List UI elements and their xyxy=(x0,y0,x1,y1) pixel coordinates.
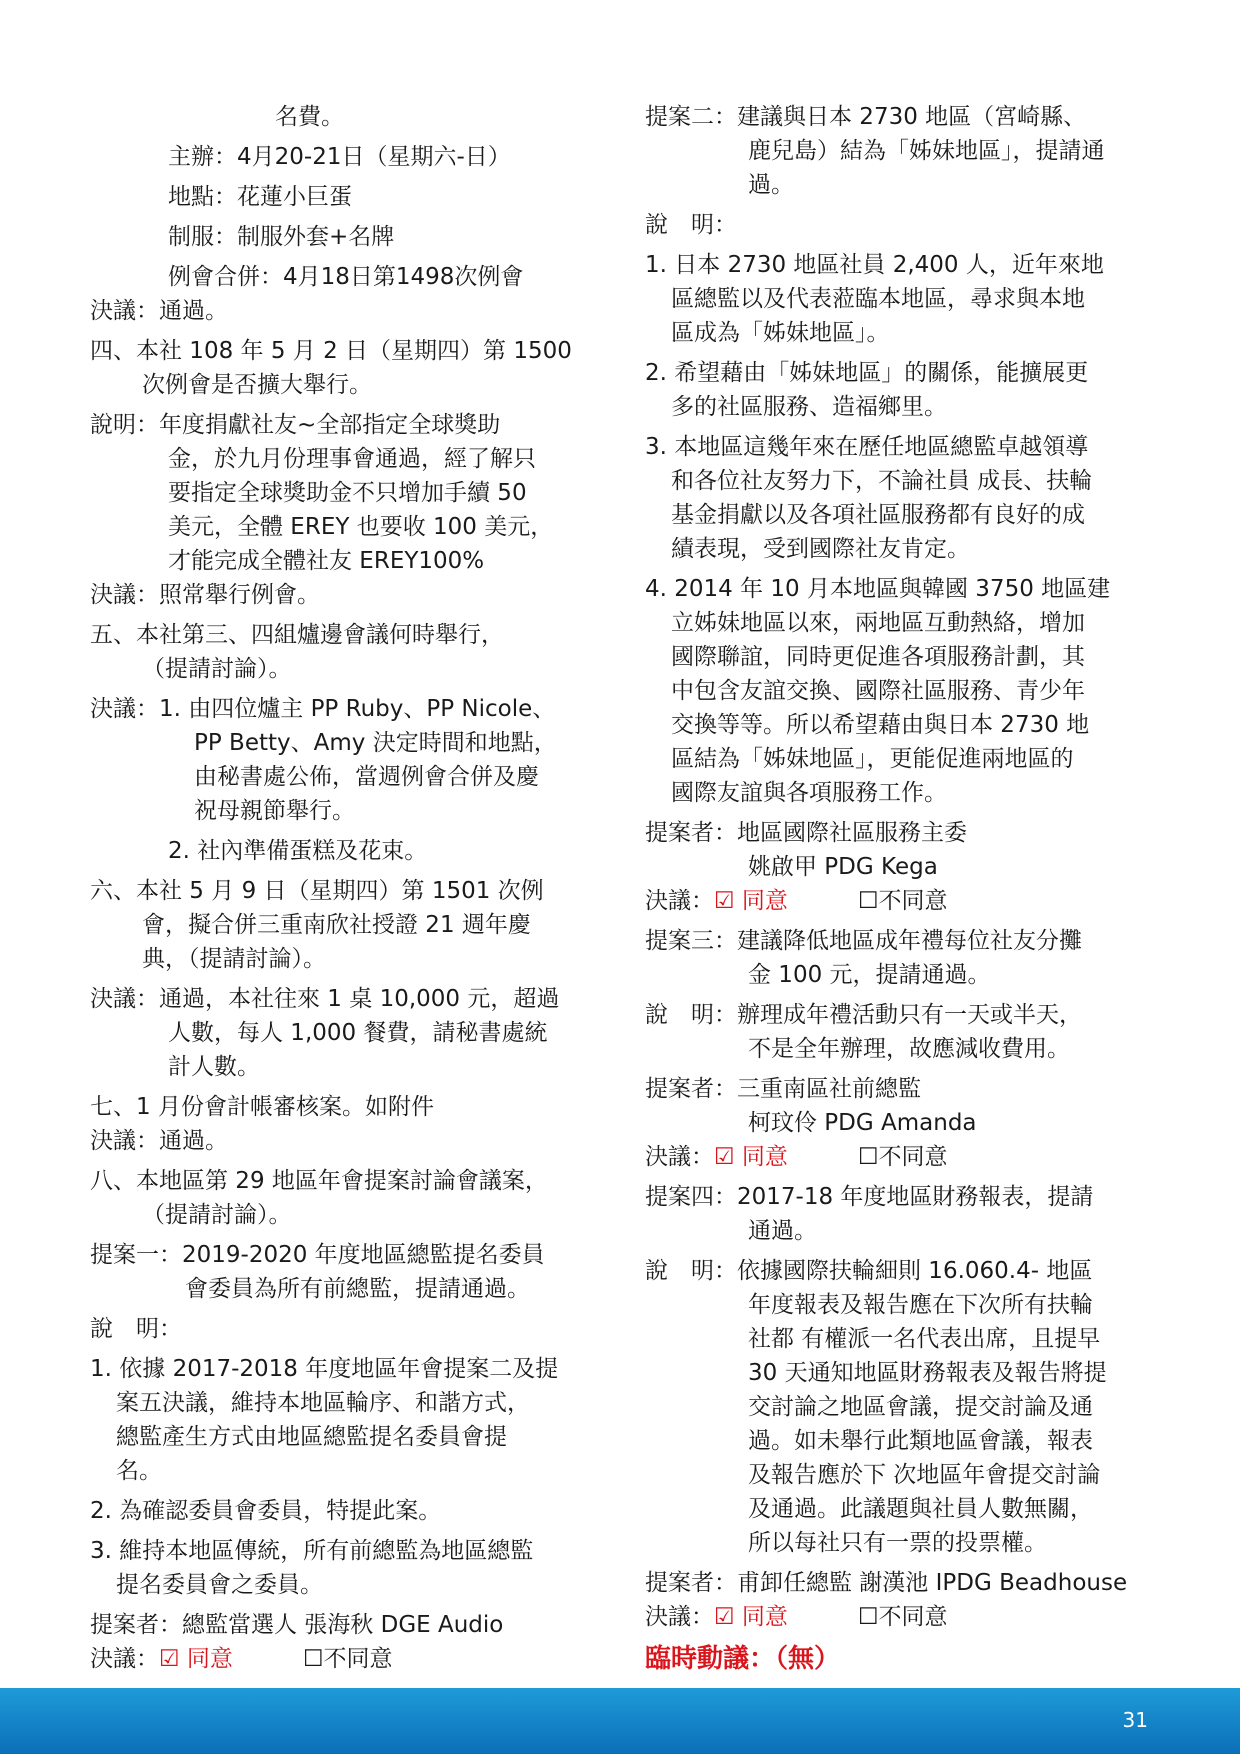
text-line: 4. 2014 年 10 月本地區與韓國 3750 地區建 xyxy=(645,576,1111,602)
text-line: 提案者：甫卸任總監 謝漢池 IPDG Beadhouse xyxy=(645,1570,1128,1596)
text-line: 例會合併：4月18日第1498次例會 xyxy=(168,264,524,290)
text-line: 提案三：建議降低地區成年禮每位社友分攤 xyxy=(645,928,1082,954)
text-line: 決議：照常舉行例會。 xyxy=(90,582,320,608)
text-line: 四、本社 108 年 5 月 2 日（星期四）第 1500 xyxy=(90,338,572,364)
text-line: 區結為「姊妹地區」，更能促進兩地區的 xyxy=(671,746,1074,772)
vote-label: 決議： xyxy=(645,1604,714,1630)
text-line: 及報告應於下 次地區年會提交討論 xyxy=(748,1462,1101,1488)
text-line: 名。 xyxy=(116,1458,162,1484)
vote-label: 決議： xyxy=(645,1144,714,1170)
vote-line xyxy=(645,1600,1155,1634)
vote-line xyxy=(645,884,1155,918)
text-line: （提請討論）。 xyxy=(142,1202,292,1228)
text-line: 國際聯誼，同時更促進各項服務計劃，其 xyxy=(671,644,1085,670)
vote-disagree-unchecked: ☐不同意 xyxy=(857,1144,948,1170)
text-line: 典，（提請討論）。 xyxy=(142,946,326,972)
text-line: 2. 為確認委員會委員，特提此案。 xyxy=(90,1498,442,1524)
text-line: 社都 有權派一名代表出席，且提早 xyxy=(748,1326,1101,1352)
vote-disagree-unchecked: ☐不同意 xyxy=(857,888,948,914)
text-line: 要指定全球獎助金不只增加手續 50 xyxy=(168,480,527,506)
text-line: 立姊妹地區以來，兩地區互動熱絡，增加 xyxy=(671,610,1085,636)
text-line: 柯玟伶 PDG Amanda xyxy=(748,1110,977,1136)
text-line: （提請討論）。 xyxy=(142,656,292,682)
text-line: 才能完成全體社友 EREY100% xyxy=(168,548,485,574)
text-line: 過。 xyxy=(748,172,794,198)
text-line: 提案者：三重南區社前總監 xyxy=(645,1076,921,1102)
text-line: 3. 本地區這幾年來在歷任地區總監卓越領導 xyxy=(645,434,1089,460)
text-line: 區總監以及代表蒞臨本地區，尋求與本地 xyxy=(671,286,1085,312)
text-line: 所以每社只有一票的投票權。 xyxy=(748,1530,1047,1556)
text-line: 六、本社 5 月 9 日（星期四）第 1501 次例 xyxy=(90,878,544,904)
text-line: 姚啟甲 PDG Kega xyxy=(748,854,938,880)
text-line: 七、1 月份會計帳審核案。如附件 xyxy=(90,1094,434,1120)
vote-disagree-unchecked: ☐不同意 xyxy=(302,1646,393,1672)
text-line: 年度報表及報告應在下次所有扶輪 xyxy=(748,1292,1093,1318)
vote-label: 決議： xyxy=(645,888,714,914)
text-line: 國際友誼與各項服務工作。 xyxy=(671,780,947,806)
text-line: 決議：通過。 xyxy=(90,1128,228,1154)
text-line: 八、本地區第 29 地區年會提案討論會議案， xyxy=(90,1168,548,1194)
text-line: 美元，全體 EREY 也要收 100 美元， xyxy=(168,514,554,540)
text-line: 決議：1. 由四位爐主 PP Ruby、PP Nicole、 xyxy=(90,696,556,722)
text-line: 制服：制服外套+名牌 xyxy=(168,224,395,250)
text-line: 計人數。 xyxy=(168,1054,260,1080)
text-line: 鹿兒島）結為「姊妹地區」，提請通 xyxy=(748,138,1105,164)
text-line: 提案二：建議與日本 2730 地區（宮崎縣、 xyxy=(645,104,1087,130)
vote-line xyxy=(645,1140,1155,1174)
vote-label: 決議： xyxy=(90,1646,159,1672)
text-line: 區成為「姊妹地區」。 xyxy=(671,320,890,346)
text-line: 主辦：4月20-21日（星期六-日） xyxy=(168,144,511,170)
footer-bar xyxy=(0,1688,1240,1754)
text-line: 1. 日本 2730 地區社員 2,400 人，近年來地 xyxy=(645,252,1104,278)
text-line: 地點：花蓮小巨蛋 xyxy=(168,184,352,210)
vote-disagree-unchecked: ☐不同意 xyxy=(857,1604,948,1630)
text-line: 決議：通過。 xyxy=(90,298,228,324)
page-number: 31 xyxy=(1122,1708,1148,1732)
text-line: 名費。 xyxy=(275,104,344,130)
text-line: 說明：年度捐獻社友~全部指定全球獎助 xyxy=(90,412,501,438)
vote-line xyxy=(90,1642,610,1676)
text-line: 總監產生方式由地區總監提名委員會提 xyxy=(116,1424,507,1450)
text-line: 臨時動議：（無） xyxy=(645,1644,841,1674)
text-line: 說 明：辦理成年禮活動只有一天或半天， xyxy=(645,1002,1082,1028)
text-line: 會委員為所有前總監，提請通過。 xyxy=(185,1276,530,1302)
text-line: 由秘書處公佈，當週例會合併及慶 xyxy=(194,764,539,790)
text-line: 及通過。此議題與社員人數無關， xyxy=(748,1496,1093,1522)
text-line: 提案者：地區國際社區服務主委 xyxy=(645,820,967,846)
text-line: 和各位社友努力下，不論社員 成長、扶輪 xyxy=(671,468,1093,494)
text-line: 金，於九月份理事會通過，經了解只 xyxy=(168,446,536,472)
vote-agree-checked: ☑ 同意 xyxy=(714,888,788,914)
text-line: 次例會是否擴大舉行。 xyxy=(142,372,372,398)
text-line: 30 天通知地區財務報表及報告將提 xyxy=(748,1360,1107,1386)
text-line: 過。如未舉行此類地區會議，報表 xyxy=(748,1428,1093,1454)
left-column xyxy=(90,100,610,1676)
text-line: 金 100 元，提請通過。 xyxy=(748,962,991,988)
text-line: 決議：通過，本社往來 1 桌 10,000 元，超過 xyxy=(90,986,560,1012)
vote-agree-checked: ☑ 同意 xyxy=(159,1646,233,1672)
text-line: 3. 維持本地區傳統，所有前總監為地區總監 xyxy=(90,1538,534,1564)
text-line: 基金捐獻以及各項社區服務都有良好的成 xyxy=(671,502,1085,528)
text-line: 提名委員會之委員。 xyxy=(116,1572,323,1598)
text-line: 說 明：依據國際扶輪細則 16.060.4- 地區 xyxy=(645,1258,1093,1284)
right-column xyxy=(645,100,1155,1676)
text-line: 2. 希望藉由「姊妹地區」的關係，能擴展更 xyxy=(645,360,1089,386)
text-line: 中包含友誼交換、國際社區服務、青少年 xyxy=(671,678,1085,704)
text-line: 人數，每人 1,000 餐費，請秘書處統 xyxy=(168,1020,548,1046)
text-line: 交討論之地區會議，提交討論及通 xyxy=(748,1394,1093,1420)
text-line: 通過。 xyxy=(748,1218,817,1244)
text-line: 多的社區服務、造福鄉里。 xyxy=(671,394,947,420)
text-line: 績表現，受到國際社友肯定。 xyxy=(671,536,970,562)
text-line: 說 明： xyxy=(645,212,737,238)
vote-agree-checked: ☑ 同意 xyxy=(714,1604,788,1630)
text-line: 不是全年辦理，故應減收費用。 xyxy=(748,1036,1070,1062)
text-line: 祝母親節舉行。 xyxy=(194,798,355,824)
text-line: 交換等等。所以希望藉由與日本 2730 地 xyxy=(671,712,1090,738)
text-line: 2. 社內準備蛋糕及花束。 xyxy=(168,838,428,864)
text-line: 會，擬合併三重南欣社授證 21 週年慶 xyxy=(142,912,531,938)
text-line: 提案一：2019-2020 年度地區總監提名委員 xyxy=(90,1242,545,1268)
text-line: PP Betty、Amy 決定時間和地點， xyxy=(194,730,557,756)
text-line: 五、本社第三、四組爐邊會議何時舉行， xyxy=(90,622,504,648)
vote-agree-checked: ☑ 同意 xyxy=(714,1144,788,1170)
text-line: 案五決議，維持本地區輪序、和諧方式， xyxy=(116,1390,530,1416)
text-line: 說 明： xyxy=(90,1316,182,1342)
text-line: 1. 依據 2017-2018 年度地區年會提案二及提 xyxy=(90,1356,559,1382)
text-line: 提案四：2017-18 年度地區財務報表，提請 xyxy=(645,1184,1094,1210)
text-line: 提案者：總監當選人 張海秋 DGE Audio xyxy=(90,1612,504,1638)
